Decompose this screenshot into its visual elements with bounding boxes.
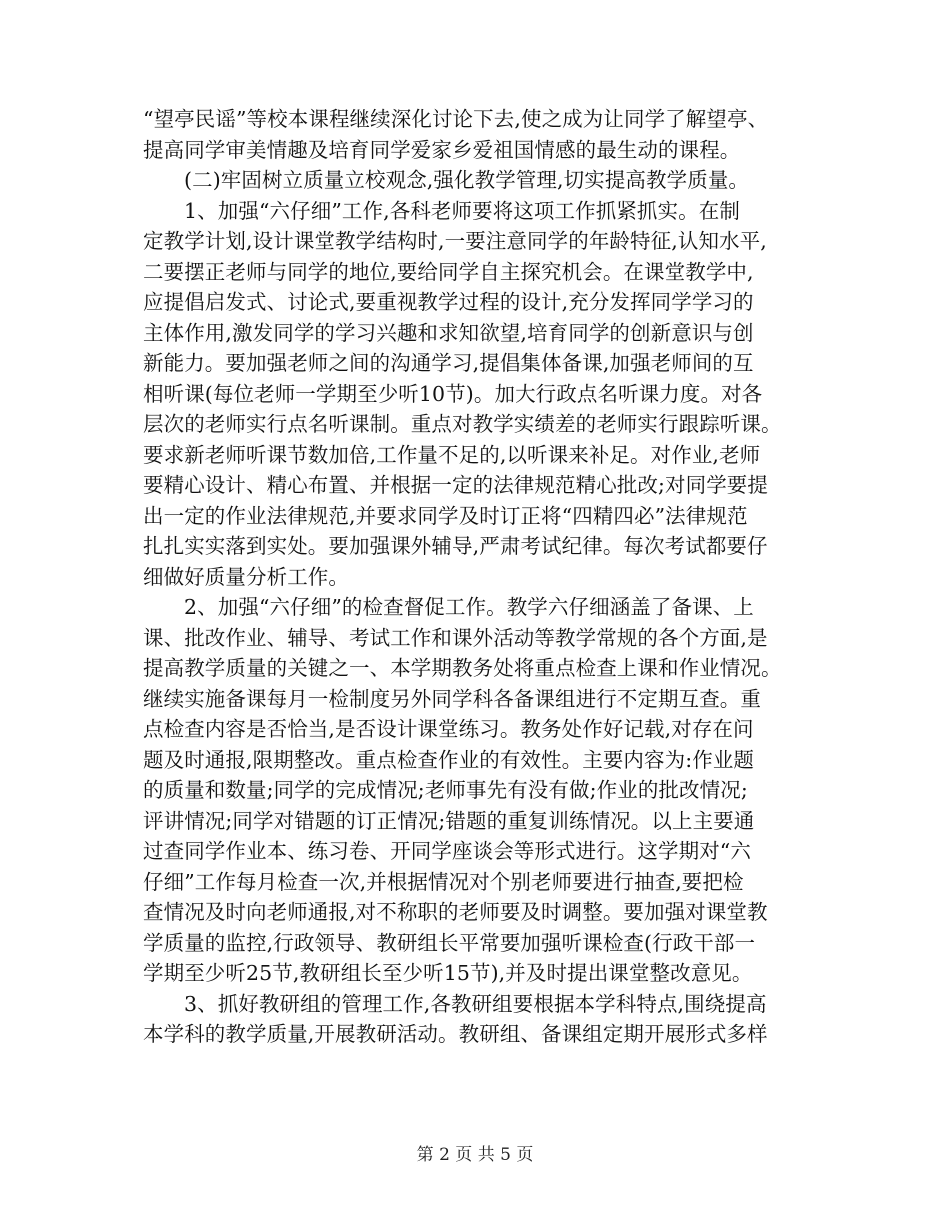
text-line: 定教学计划,设计课堂教学结构时,一要注意同学的年龄特征,认知水平, [143, 229, 767, 253]
text-line: 相听课(每位老师一学期至少听10节)。加大行政点名听课力度。对各 [143, 381, 763, 406]
text-line: 层次的老师实行点名听课制。重点对教学实绩差的老师实行跟踪听课。 [143, 412, 782, 436]
text-line: 3、抓好教研组的管理工作,各教研组要根据本学科特点,围绕提高 [184, 991, 767, 1016]
text-line: 应提倡启发式、讨论式,要重视教学过程的设计,充分发挥同学学习的 [143, 290, 754, 314]
text-line: 扎扎实实落到实处。要加强课外辅导,严肃考试纪律。每次考试都要仔 [143, 534, 768, 558]
section-heading: (二)牢固树立质量立校观念,强化教学管理,切实提高教学质量。 [184, 168, 750, 192]
text-line: 点检查内容是否恰当,是否设计课堂练习。教务处作好记载,对存在问 [143, 717, 754, 741]
text-line: 查情况及时向老师通报,对不称职的老师要及时调整。要加强对课堂教 [143, 900, 768, 924]
text-line: “望亭民谣”等校本课程继续深化讨论下去,使之成为让同学了解望亭、 [143, 107, 769, 131]
text-line: 本学科的教学质量,开展教研活动。教研组、备课组定期开展形式多样 [143, 1022, 768, 1046]
text-line: 继续实施备课每月一检制度另外同学科各备课组进行不定期互查。重 [143, 686, 761, 711]
text-line: 课、批改作业、辅导、考试工作和课外活动等教学常规的各个方面,是 [143, 625, 768, 650]
text-line: 学质量的监控,行政领导、教研组长平常要加强听课检查(行政干部一 [143, 930, 756, 955]
text-line: 二要摆正老师与同学的地位,要给同学自主探究机会。在课堂教学中, [143, 259, 754, 284]
text-line: 要精心设计、精心布置、并根据一定的法律规范精心批改;对同学要提 [143, 473, 769, 497]
text-line: 2、加强“六仔细”的检查督促工作。教学六仔细涵盖了备课、上 [184, 595, 754, 619]
text-line: 要求新老师听课节数加倍,工作量不足的,以听课来补足。对作业,老师 [143, 442, 761, 467]
text-line: 1、加强“六仔细”工作,各科老师要将这项工作抓紧抓实。在制 [184, 198, 740, 223]
text-line: 提高同学审美情趣及培育同学爱家乡爱祖国情感的最生动的课程。 [143, 137, 741, 162]
text-line: 过查同学作业本、练习卷、开同学座谈会等形式进行。这学期对“六 [143, 839, 751, 863]
text-line: 学期至少听25节,教研组长至少听15节),并及时提出课堂整改意见。 [143, 961, 753, 985]
page-number-footer: 第 2 页 共 5 页 [416, 1145, 534, 1165]
text-line: 提高教学质量的关键之一、本学期教务处将重点检查上课和作业情况。 [143, 656, 782, 680]
text-line: 细做好质量分析工作。 [143, 564, 349, 589]
text-line: 出一定的作业法律规范,并要求同学及时订正将“四精四必”法律规范 [143, 503, 748, 528]
text-line: 的质量和数量;同学的完成情况;老师事先有没有做;作业的批改情况; [143, 778, 748, 802]
document-body [143, 104, 813, 1050]
text-line: 仔细”工作每月检查一次,并根据情况对个别老师要进行抽查,要把检 [143, 869, 744, 894]
text-line: 主体作用,激发同学的学习兴趣和求知欲望,培育同学的创新意识与创 [143, 320, 754, 345]
text-line: 题及时通报,限期整改。重点检查作业的有效性。主要内容为:作业题 [143, 747, 755, 772]
text-line: 评讲情况;同学对错题的订正情况;错题的重复训练情况。以上主要通 [143, 808, 755, 833]
text-line: 新能力。要加强老师之间的沟通学习,提倡集体备课,加强老师间的互 [143, 351, 754, 375]
